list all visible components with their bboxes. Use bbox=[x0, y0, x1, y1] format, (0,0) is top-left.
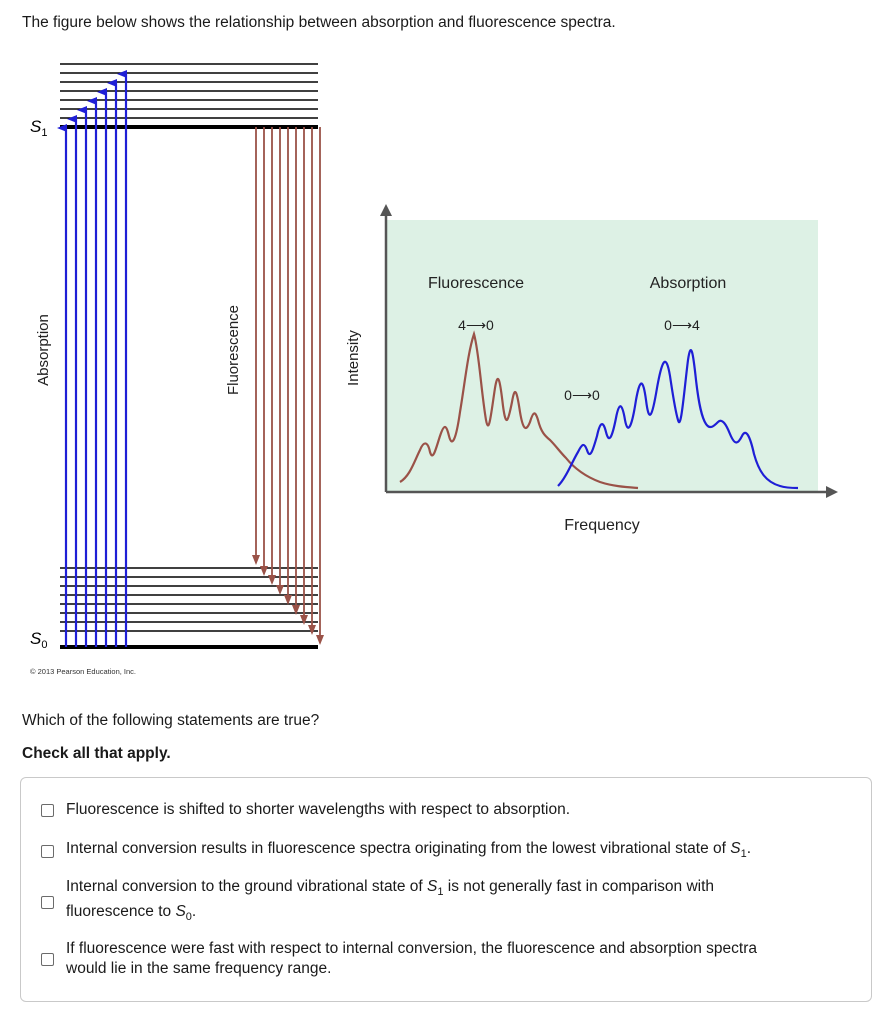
instruction-text: Check all that apply. bbox=[22, 745, 171, 762]
copyright: © 2013 Pearson Education, Inc. bbox=[30, 667, 137, 676]
option-2-text: Internal conversion results in fluorescence spectra originating from the lowest vibrational state of $S_1$. bbox=[66, 840, 752, 861]
option-3-checkbox[interactable] bbox=[41, 896, 54, 909]
spectrum-plot bbox=[345, 210, 832, 534]
absorption-axis-label: Absorption bbox=[35, 314, 52, 386]
option-4-checkbox[interactable] bbox=[41, 953, 54, 966]
fluorescence-arrows bbox=[256, 127, 320, 636]
option-3-text: Internal conversion to the ground vibrational state of $S_1$ is not generally fast in comparison with fluorescence to $S_0$. bbox=[66, 878, 715, 924]
frequency-label: Frequency bbox=[564, 517, 640, 534]
option-1[interactable] bbox=[41, 800, 570, 820]
energy-diagram-figure bbox=[0, 40, 888, 690]
option-2-checkbox[interactable] bbox=[41, 845, 54, 858]
figure-svg bbox=[0, 40, 888, 690]
options-box bbox=[20, 777, 872, 1002]
s1-levels bbox=[60, 64, 318, 127]
abs-transition-label: 0⟶4 bbox=[664, 317, 700, 333]
option-4[interactable] bbox=[41, 939, 757, 979]
intro-text: The figure below shows the relationship between absorption and fluorescence spectra. bbox=[22, 14, 616, 31]
option-1-text: Fluorescence is shifted to shorter wavelengths with respect to absorption. bbox=[66, 801, 571, 818]
fluorescence-axis-label: Fluorescence bbox=[225, 304, 242, 396]
absorption-arrows bbox=[66, 74, 126, 647]
fluorescence-spectrum-label: Fluorescence bbox=[427, 275, 525, 292]
absorption-spectrum-label: Absorption bbox=[649, 275, 727, 292]
option-3[interactable] bbox=[41, 877, 714, 927]
option-4-text: If fluorescence were fast with respect to internal conversion, the fluorescence and absorption spectra would lie in the same frequency range. bbox=[66, 940, 757, 977]
s0-label: $S_0$ bbox=[30, 629, 48, 651]
intensity-label: Intensity bbox=[345, 330, 362, 386]
option-2[interactable] bbox=[41, 839, 751, 864]
zero-transition-label: 0⟶0 bbox=[564, 387, 600, 403]
option-1-checkbox[interactable] bbox=[41, 804, 54, 817]
fl-transition-label: 4⟶0 bbox=[458, 317, 494, 333]
question-text: Which of the following statements are true? bbox=[22, 712, 320, 729]
s1-label: $S_1$ bbox=[30, 117, 48, 139]
